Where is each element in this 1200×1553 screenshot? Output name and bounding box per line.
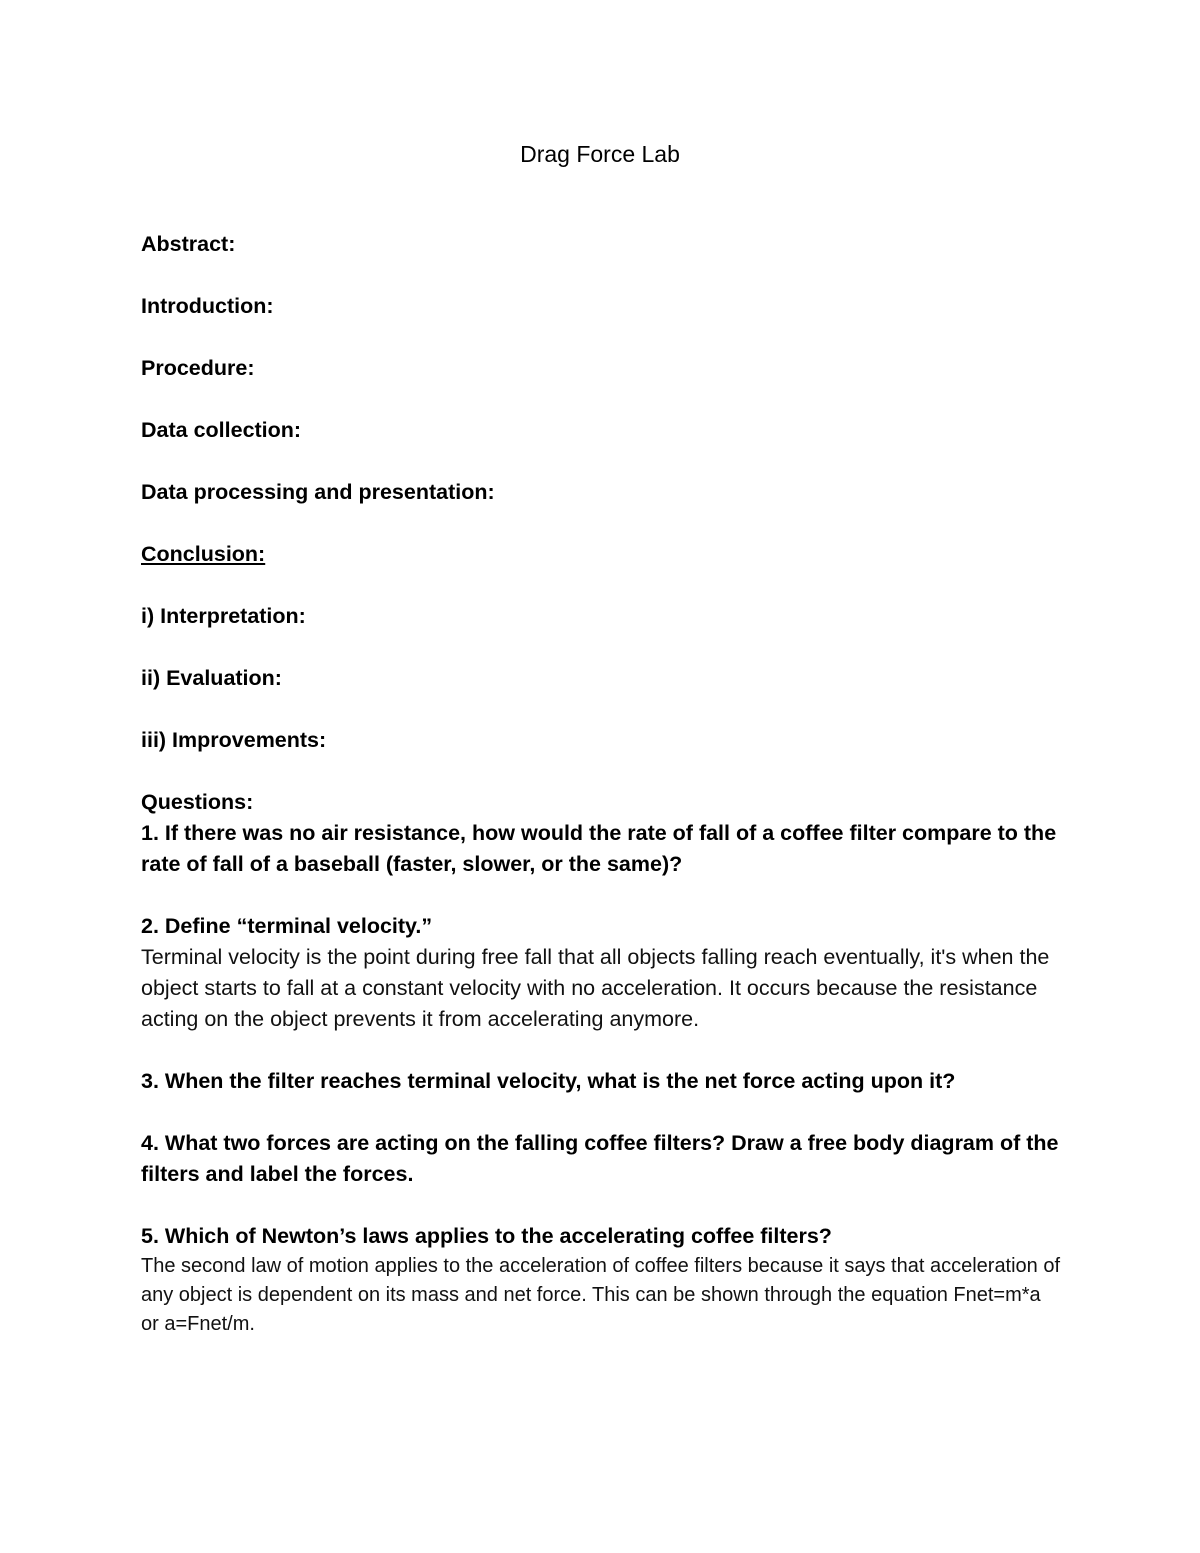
evaluation-heading: ii) Evaluation: <box>141 666 282 690</box>
questions-heading: Questions: <box>141 790 254 814</box>
data-collection-heading: Data collection: <box>141 418 302 442</box>
document-title: Drag Force Lab <box>520 141 680 167</box>
interpretation-heading: i) Interpretation: <box>141 604 306 628</box>
improvements-heading: iii) Improvements: <box>141 728 327 752</box>
answer-2: Terminal velocity is the point during free fall that all objects falling reach eventually, it's when the object starts to fall at a constant velocity with no acceleration. It occurs because the resistance acting on the object prevents it from accelerating anymore. <box>141 945 1050 1031</box>
spacer <box>141 1035 1061 1066</box>
question-1: 1. If there was no air resistance, how would the rate of fall of a coffee filter compare to the rate of fall of a baseball (faster, slower, or the same)? <box>141 821 1057 876</box>
document-body <box>141 229 1061 1339</box>
answer-5: The second law of motion applies to the acceleration of coffee filters because it says that acceleration of any object is dependent on its mass and net force. This can be shown through the equation Fnet=m*a or a=Fnet/m. <box>141 1255 1061 1335</box>
data-processing-heading: Data processing and presentation: <box>141 480 495 504</box>
spacer <box>141 880 1061 911</box>
spacer <box>141 1190 1061 1221</box>
introduction-heading: Introduction: <box>141 294 274 318</box>
question-4: 4. What two forces are acting on the falling coffee filters? Draw a free body diagram of the filters and label the forces. <box>141 1131 1059 1186</box>
spacer <box>141 1097 1061 1128</box>
conclusion-heading: Conclusion: <box>141 542 266 566</box>
question-2: 2. Define “terminal velocity.” <box>141 914 433 938</box>
procedure-heading: Procedure: <box>141 356 255 380</box>
abstract-heading: Abstract: <box>141 232 236 256</box>
question-3: 3. When the filter reaches terminal velocity, what is the net force acting upon it? <box>141 1069 956 1093</box>
question-5: 5. Which of Newton’s laws applies to the accelerating coffee filters? <box>141 1224 832 1248</box>
